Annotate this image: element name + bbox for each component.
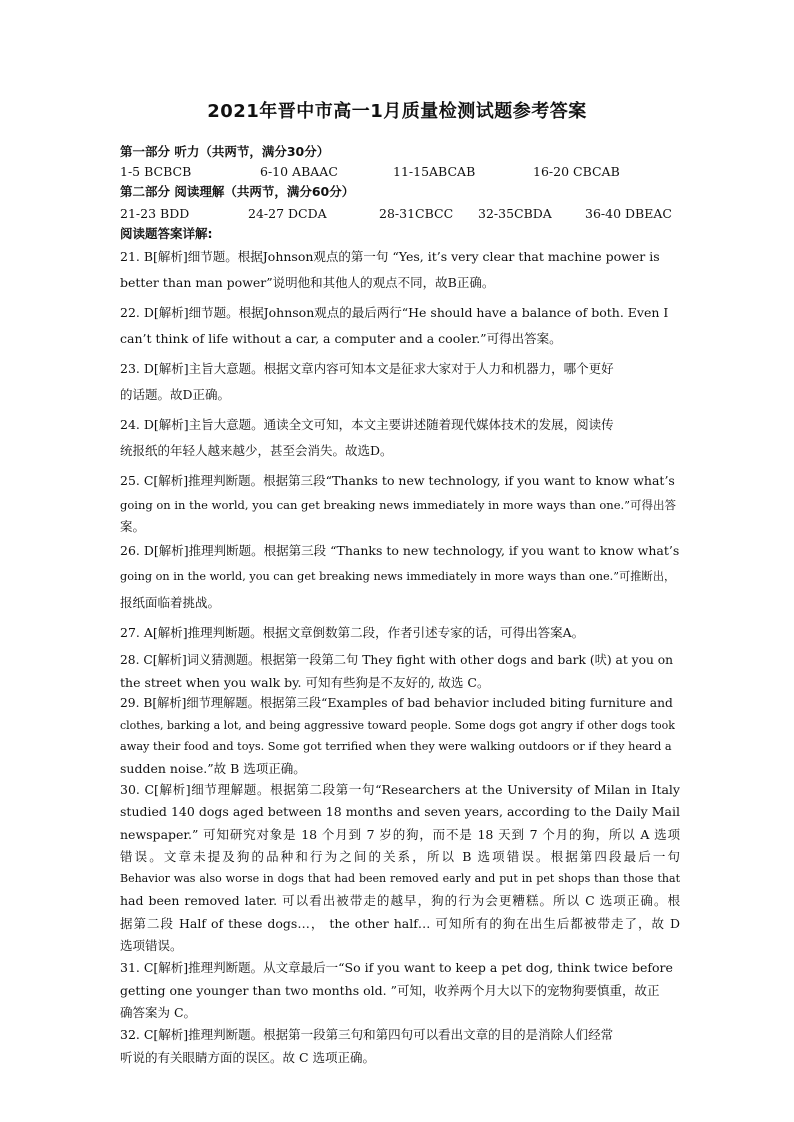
explanation-line: 据第二段 Half of these dogs…， the other half… 可知所有的狗在出生后都被带走了，故 D <box>120 915 680 931</box>
explanation-line: going on in the world, you can get breaking news immediately in more ways than one.”可推断出， <box>120 570 676 583</box>
explanation-line: newspaper.” 可知研究对象是 18 个月到 7 岁的狗，而不是 18 天到 7 个月的狗，所以 A 选项 <box>120 826 680 842</box>
answer-group: 24-27 DCDA <box>248 206 327 221</box>
explanation-line: clothes, barking a lot, and being aggressive toward people. Some dogs got angry if other dogs took <box>120 718 675 732</box>
explanation-line: 27. A[解析]推理判断题。根据文章倒数第二段，作者引述专家的话，可得出答案A。 <box>120 625 585 640</box>
answer-group: 28-31CBCC <box>379 206 454 221</box>
explanation-line: 选项错误。 <box>120 938 183 954</box>
answer-group: 36-40 DBEAC <box>585 206 672 221</box>
explanation-line: studied 140 dogs aged between 18 months and seven years, according to the Daily Mail <box>120 804 680 820</box>
explanation-24 <box>120 412 680 464</box>
answer-group: 11-15ABCAB <box>393 164 476 179</box>
explanation-25 <box>120 468 680 538</box>
explanation-line: 听说的有关眼睛方面的误区。故 C 选项正确。 <box>120 1049 376 1065</box>
explanation-line: getting one younger than two months old. ”可知，收养两个月大以下的宠物狗要慎重，故正 <box>120 982 660 998</box>
explanation-line: 25. C[解析]推理判断题。根据第三段“Thanks to new technology, if you want to know what’s <box>120 473 675 488</box>
explanation-line: away their food and toys. Some got terrified when they were walking outdoors or if they heard a <box>120 740 672 753</box>
explanation-30 <box>120 779 680 957</box>
part1-answer-row <box>120 162 680 182</box>
explanation-line: 确答案为 C。 <box>120 1004 197 1020</box>
details-heading: 阅读题答案详解: <box>120 226 213 241</box>
explanation-line: can’t think of life without a car, a computer and a cooler.”可得出答案。 <box>120 331 562 346</box>
explanation-line: 21. B[解析]细节题。根据Johnson观点的第一句 “Yes, it’s very clear that machine power is <box>120 249 660 264</box>
answer-group: 21-23 BDD <box>120 206 190 221</box>
explanation-line: 错误。文章未提及狗的品种和行为之间的关系，所以 B 选项错误。根据第四段最后一句 <box>120 848 680 864</box>
explanation-line: 案。 <box>120 519 146 534</box>
explanation-23 <box>120 356 680 408</box>
explanation-line: 30. C[解析]细节理解题。根据第二段第一句“Researchers at the University of Milan in Italy <box>120 782 680 797</box>
explanation-line: 报纸面临着挑战。 <box>120 595 221 610</box>
explanation-line: 26. D[解析]推理判断题。根据第三段 “Thanks to new technology, if you want to know what’s <box>120 543 680 558</box>
explanation-line: 23. D[解析]主旨大意题。根据文章内容可知本文是征求大家对于人力和机器力，哪个更好 <box>120 361 614 376</box>
answer-group: 16-20 CBCAB <box>533 164 620 179</box>
explanation-line: the street when you walk by. 可知有些狗是不友好的, 故选 C。 <box>120 674 490 690</box>
answer-group: 32-35CBDA <box>478 206 552 221</box>
explanation-line: better than man power”说明他和其他人的观点不同，故B正确。 <box>120 275 495 290</box>
explanation-line: sudden noise.”故 B 选项正确。 <box>120 760 306 776</box>
explanation-line: 31. C[解析]推理判断题。从文章最后一“So if you want to keep a pet dog, think twice before <box>120 960 673 976</box>
part2-answer-row <box>120 204 680 224</box>
explanation-21 <box>120 244 680 296</box>
explanation-26 <box>120 538 680 616</box>
explanation-line: 统报纸的年轻人越来越少，甚至会消失。故选D。 <box>120 443 393 458</box>
explanation-line: 24. D[解析]主旨大意题。通读全文可知，本文主要讲述随着现代媒体技术的发展，阅读传 <box>120 417 614 432</box>
answer-group: 1-5 BCBCB <box>120 164 192 179</box>
explanation-line: 28. C[解析]词义猜测题。根据第一段第二句 They fight with other dogs and bark (吠) at you on <box>120 653 673 667</box>
explanation-line: 22. D[解析]细节题。根据Johnson观点的最后两行“He should have a balance of both. Even I <box>120 305 669 320</box>
explanation-28 <box>120 650 680 693</box>
explanation-line: had been removed later. 可以看出被带走的越早，狗的行为会更糟糕。所以 C 选项正确。根 <box>120 893 680 909</box>
answer-group: 6-10 ABAAC <box>260 164 338 179</box>
page-title: 2021年晋中市高一1月质量检测试题参考答案 <box>207 101 587 122</box>
document-body <box>120 142 680 1069</box>
explanation-line: Behavior was also worse in dogs that had been removed early and put in pet shops than those that <box>120 872 680 886</box>
explanation-31 <box>120 957 680 1024</box>
explanation-line: 32. C[解析]推理判断题。根据第一段第三句和第四句可以看出文章的目的是消除人们经常 <box>120 1027 614 1043</box>
part2-heading: 第二部分 阅读理解（共两节，满分60分） <box>120 184 355 199</box>
explanation-32 <box>120 1024 680 1069</box>
explanation-line: going on in the world, you can get breaking news immediately in more ways than one.”可得出答 <box>120 498 677 512</box>
explanation-29 <box>120 693 680 779</box>
explanation-line: 29. B[解析]细节理解题。根据第三段“Examples of bad behavior included biting furniture and <box>120 696 673 710</box>
part1-heading: 第一部分 听力（共两节，满分30分） <box>120 144 330 159</box>
explanation-22 <box>120 300 680 352</box>
explanation-line: 的话题。故D正确。 <box>120 387 231 402</box>
explanation-27 <box>120 620 680 646</box>
